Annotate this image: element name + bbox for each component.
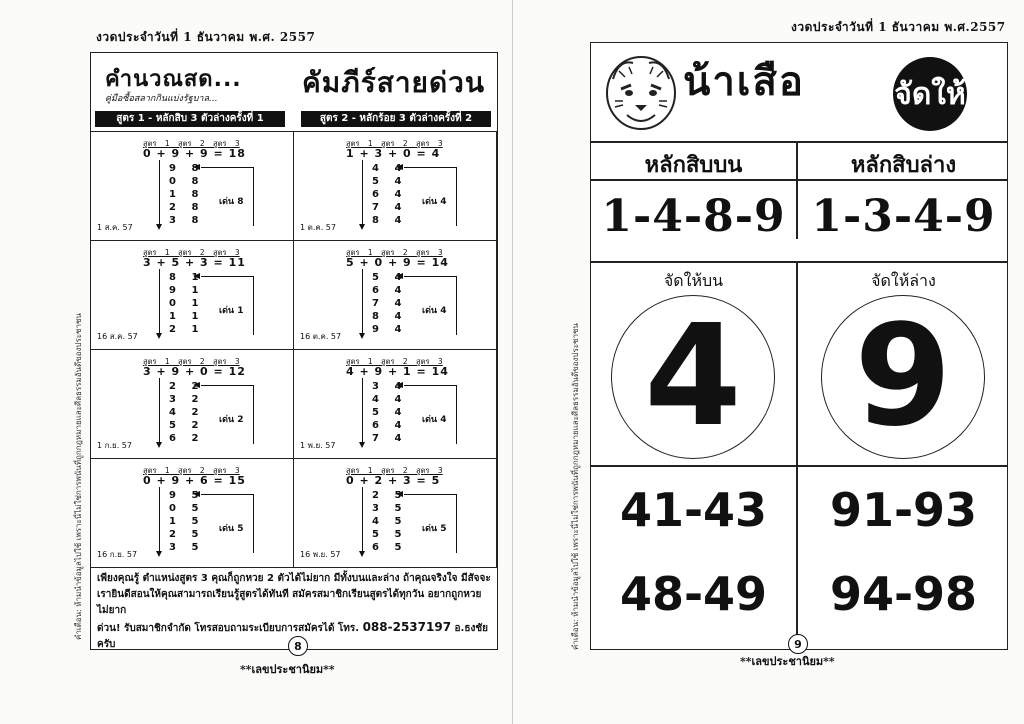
divider bbox=[591, 261, 1007, 263]
formula-labels: สูตร 1 สูตร 2 สูตร 3 bbox=[143, 357, 240, 366]
formula-cell bbox=[91, 241, 294, 350]
digit-row: 7 4 bbox=[372, 298, 408, 309]
down-arrow-icon bbox=[159, 378, 160, 444]
formula-equation: 5 + 0 + 9 = 14 bbox=[346, 256, 449, 269]
formula-equation: 4 + 9 + 1 = 14 bbox=[346, 365, 449, 378]
formula-labels: สูตร 1 สูตร 2 สูตร 3 bbox=[346, 139, 443, 148]
bottom-pick-label: จัดให้ล่าง bbox=[871, 271, 936, 290]
divider bbox=[796, 261, 798, 465]
digit-row: 0 1 bbox=[169, 298, 205, 309]
down-arrow-icon bbox=[362, 269, 363, 335]
tiger-icon bbox=[599, 49, 679, 135]
formula-2-header: สูตร 2 - หลักร้อย 3 ตัวล่างครั้งที่ 2 bbox=[301, 111, 491, 127]
digit-row: 2 8 bbox=[169, 202, 205, 213]
draw-date: 1 พ.ย. 57 bbox=[300, 441, 336, 450]
formula-labels: สูตร 1 สูตร 2 สูตร 3 bbox=[346, 466, 443, 475]
divider bbox=[591, 141, 1007, 143]
down-arrow-icon bbox=[362, 378, 363, 444]
col1-header: หลักสิบบน bbox=[644, 153, 743, 178]
col1-digits: 1-4-8-9 bbox=[601, 191, 786, 242]
digit-row: 6 4 bbox=[372, 189, 408, 200]
digit-row: 5 4 bbox=[372, 272, 408, 283]
digit-row: 0 8 bbox=[169, 176, 205, 187]
formula-equation: 0 + 9 + 9 = 18 bbox=[143, 147, 246, 160]
top-number: 4 bbox=[644, 295, 742, 458]
digit-row: 1 5 bbox=[169, 516, 205, 527]
brand-badge: จัดให้ bbox=[893, 57, 967, 131]
calc-title: คำนวณสด... bbox=[105, 67, 242, 92]
digit-row: 5 2 bbox=[169, 420, 205, 431]
formula-equation: 3 + 9 + 0 = 12 bbox=[143, 365, 246, 378]
divider bbox=[591, 179, 1007, 181]
divider bbox=[591, 465, 1007, 467]
digit-row: 9 1 bbox=[169, 285, 205, 296]
digit-list bbox=[169, 489, 204, 554]
pick-label: เด่น 5 bbox=[422, 524, 447, 534]
formula-labels: สูตร 1 สูตร 2 สูตร 3 bbox=[143, 248, 240, 257]
digit-row: 5 5 bbox=[372, 529, 408, 540]
down-arrow-icon bbox=[159, 269, 160, 335]
formula-cell bbox=[91, 459, 294, 568]
digit-row: 6 4 bbox=[372, 285, 408, 296]
promo-line-3: ด่วน! รับสมาชิกจำกัด โทรสอบถามระเบียบการสมัครได้ โทร. bbox=[97, 623, 360, 634]
digit-row: 6 5 bbox=[372, 542, 408, 553]
digit-list bbox=[372, 489, 407, 554]
digit-row: 1 8 bbox=[169, 189, 205, 200]
formula-grid bbox=[91, 131, 497, 568]
digit-row: 1 1 bbox=[169, 311, 205, 322]
formula-equation: 0 + 2 + 3 = 5 bbox=[346, 474, 441, 487]
pair-2: 91-93 bbox=[829, 483, 978, 537]
right-side-warning: คำเตือน: ห้ามนำข้อมูลไปใช้ เพราะนี่ไม่ใช่การพนันที่ถูกกฎหมายและศีลธรรมอันดีของประชาชน bbox=[571, 323, 580, 650]
digit-list bbox=[372, 271, 407, 336]
brand-title: น้าเสือ bbox=[683, 59, 805, 105]
pick-label: เด่น 5 bbox=[219, 524, 244, 534]
pair-3: 48-49 bbox=[619, 567, 768, 621]
page-number-9: 9 bbox=[788, 634, 808, 654]
draw-date: 16 ก.ย. 57 bbox=[97, 550, 138, 559]
digit-row: 5 4 bbox=[372, 176, 408, 187]
prediction-panel bbox=[590, 42, 1008, 650]
draw-date: 1 ก.ย. 57 bbox=[97, 441, 132, 450]
formula-1-header: สูตร 1 - หลักสิบ 3 ตัวล่างครั้งที่ 1 bbox=[95, 111, 285, 127]
bottom-number: 9 bbox=[854, 295, 952, 458]
digit-list bbox=[372, 162, 407, 227]
formula-cell bbox=[91, 132, 294, 241]
digit-row: 5 4 bbox=[372, 407, 408, 418]
digit-row: 3 8 bbox=[169, 215, 205, 226]
digit-row: 4 2 bbox=[169, 407, 205, 418]
pick-label: เด่น 8 bbox=[219, 197, 244, 207]
formula-equation: 1 + 3 + 0 = 4 bbox=[346, 147, 441, 160]
digit-row: 9 4 bbox=[372, 324, 408, 335]
right-footer-note: **เลขประชานิยม** bbox=[740, 655, 835, 668]
digit-row: 2 2 bbox=[169, 381, 205, 392]
phone-number: 088-2537197 bbox=[362, 620, 452, 634]
bottom-number-circle bbox=[821, 295, 985, 459]
divider bbox=[796, 141, 798, 239]
top-number-circle bbox=[611, 295, 775, 459]
formula-equation: 0 + 9 + 6 = 15 bbox=[143, 474, 246, 487]
digit-row: 4 4 bbox=[372, 163, 408, 174]
right-header-date: งวดประจำวันที่ 1 ธันวาคม พ.ศ.2557 bbox=[791, 20, 1006, 34]
draw-date: 1 ส.ค. 57 bbox=[97, 223, 133, 232]
down-arrow-icon bbox=[362, 487, 363, 553]
digit-row: 3 5 bbox=[169, 542, 205, 553]
digit-row: 2 5 bbox=[372, 490, 408, 501]
formula-labels: สูตร 1 สูตร 2 สูตร 3 bbox=[143, 466, 240, 475]
book-title: คัมภีร์สายด่วน bbox=[302, 66, 485, 99]
pick-label: เด่น 4 bbox=[422, 415, 447, 425]
formula-labels: สูตร 1 สูตร 2 สูตร 3 bbox=[143, 139, 240, 148]
digit-row: 7 4 bbox=[372, 202, 408, 213]
col2-digits: 1-3-4-9 bbox=[811, 191, 996, 242]
pick-label: เด่น 1 bbox=[219, 306, 244, 316]
digit-row: 4 4 bbox=[372, 394, 408, 405]
formula-panel bbox=[90, 52, 498, 650]
digit-list bbox=[169, 380, 204, 445]
digit-row: 0 5 bbox=[169, 503, 205, 514]
digit-row: 7 4 bbox=[372, 433, 408, 444]
top-pick-label: จัดให้บน bbox=[663, 271, 724, 290]
digit-row: 6 2 bbox=[169, 433, 205, 444]
draw-date: 16 พ.ย. 57 bbox=[300, 550, 341, 559]
divider bbox=[796, 465, 798, 649]
left-header-date: งวดประจำวันที่ 1 ธันวาคม พ.ศ. 2557 bbox=[96, 30, 316, 44]
draw-date: 16 ส.ค. 57 bbox=[97, 332, 138, 341]
draw-date: 1 ต.ค. 57 bbox=[300, 223, 336, 232]
formula-labels: สูตร 1 สูตร 2 สูตร 3 bbox=[346, 357, 443, 366]
digit-list bbox=[372, 380, 407, 445]
formula-cell bbox=[294, 132, 497, 241]
page-number-8: 8 bbox=[288, 636, 308, 656]
digit-list bbox=[169, 162, 204, 227]
pair-1: 41-43 bbox=[619, 483, 768, 537]
promo-line-2: เรายินดีสอนให้คุณสามารถเรียนรู้สูตรได้ทันที สมัครสมาชิกเรียนสูตรได้ทุกวัน อยากถูกหวย ไม่ยาก bbox=[97, 589, 482, 616]
down-arrow-icon bbox=[159, 160, 160, 226]
digit-row: 8 4 bbox=[372, 215, 408, 226]
formula-labels: สูตร 1 สูตร 2 สูตร 3 bbox=[346, 248, 443, 257]
col2-header: หลักสิบล่าง bbox=[850, 153, 957, 178]
pair-4: 94-98 bbox=[829, 567, 978, 621]
pick-label: เด่น 2 bbox=[219, 415, 244, 425]
promo-line-1: เพียงคุณรู้ ตำแหน่งสูตร 3 คุณก็ถูกหวย 2 ตัวได้ไม่ยาก มีทั้งบนและล่าง ถ้าคุณจริงใจ มีสัจจะ bbox=[97, 573, 491, 584]
left-footer-note: **เลขประชานิยม** bbox=[240, 663, 335, 676]
signature: อ.ธงชัยครับ bbox=[97, 623, 488, 650]
digit-row: 3 4 bbox=[372, 381, 408, 392]
digit-list bbox=[169, 271, 204, 336]
draw-date: 16 ต.ค. 57 bbox=[300, 332, 342, 341]
digit-row: 8 1 bbox=[169, 272, 205, 283]
formula-cell bbox=[91, 350, 294, 459]
down-arrow-icon bbox=[362, 160, 363, 226]
formula-cell bbox=[294, 350, 497, 459]
digit-row: 4 5 bbox=[372, 516, 408, 527]
digit-row: 8 4 bbox=[372, 311, 408, 322]
digit-row: 9 5 bbox=[169, 490, 205, 501]
formula-cell bbox=[294, 459, 497, 568]
digit-row: 9 8 bbox=[169, 163, 205, 174]
digit-row: 2 5 bbox=[169, 529, 205, 540]
pick-label: เด่น 4 bbox=[422, 197, 447, 207]
pick-label: เด่น 4 bbox=[422, 306, 447, 316]
formula-cell bbox=[294, 241, 497, 350]
calc-subtitle: คู่มือซื้อสลากกินแบ่งรัฐบาล... bbox=[105, 94, 218, 104]
digit-row: 3 5 bbox=[372, 503, 408, 514]
digit-row: 3 2 bbox=[169, 394, 205, 405]
formula-equation: 3 + 5 + 3 = 11 bbox=[143, 256, 246, 269]
digit-row: 6 4 bbox=[372, 420, 408, 431]
down-arrow-icon bbox=[159, 487, 160, 553]
left-side-warning: คำเตือน: ห้ามนำข้อมูลไปใช้ เพราะนี่ไม่ใช่การพนันที่ถูกกฎหมายและศีลธรรมอันดีของประชาชน bbox=[74, 313, 83, 640]
digit-row: 2 1 bbox=[169, 324, 205, 335]
